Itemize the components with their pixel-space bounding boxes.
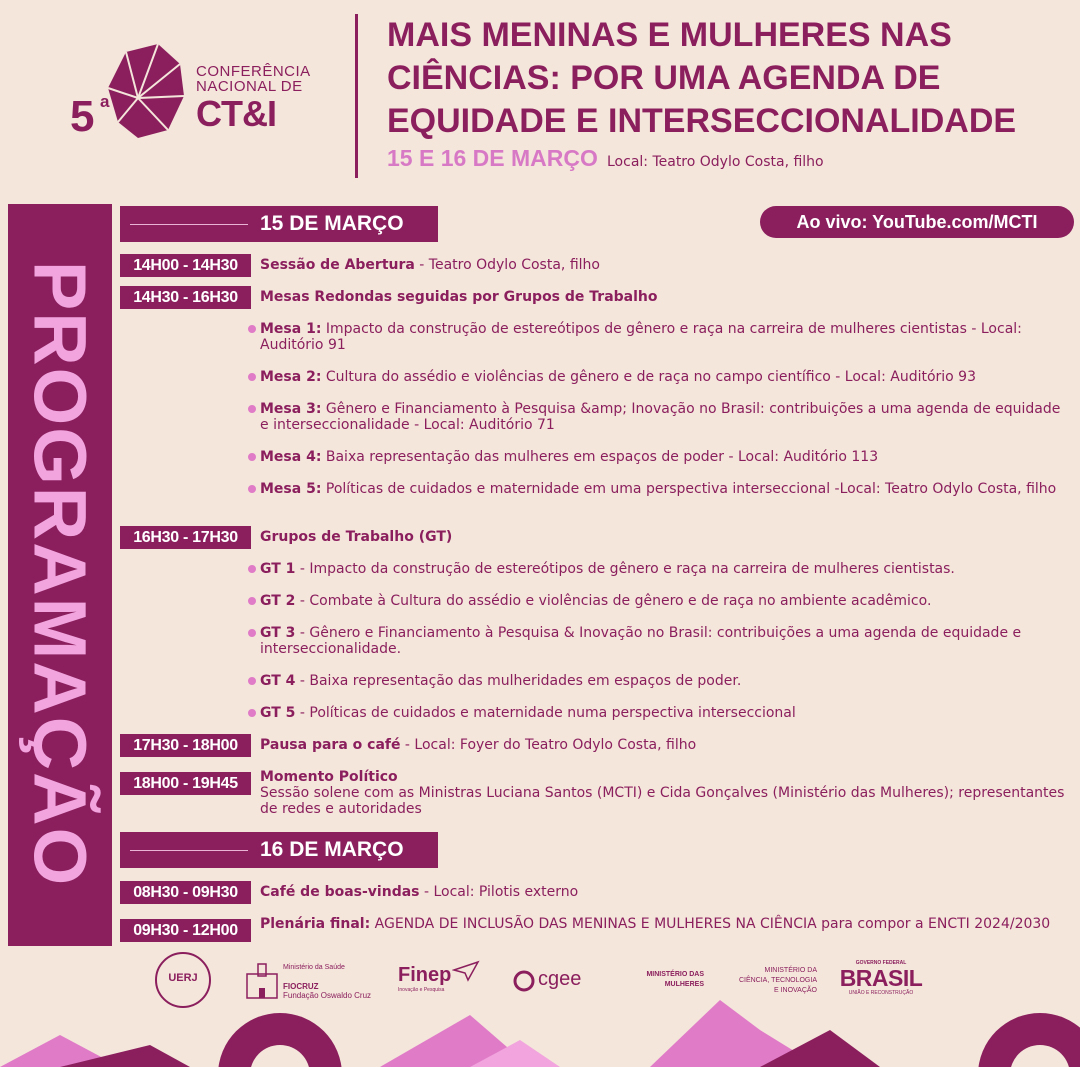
- title-line3: EQUIDADE E INTERSECCIONALIDADE: [387, 102, 1017, 140]
- decorative-shapes: [0, 1000, 1080, 1067]
- page-title: [387, 14, 1067, 143]
- fiocruz-logo: Ministério da Saúde FIOCRUZ Fundação Oswaldo Cruz: [245, 962, 279, 1005]
- list-item: Mesa 5: Políticas de cuidados e maternidade em uma perspectiva interseccional -Local: Teatro Odylo Costa, filho: [246, 481, 1062, 497]
- ministerio-ciencia-logo: MINISTÉRIO DA CIÊNCIA, TECNOLOGIA E INOVAÇÃO: [738, 967, 817, 994]
- session-workgroups: Grupos de Trabalho (GT): [260, 529, 453, 545]
- time-chip: 16H30 - 17H30: [120, 526, 251, 549]
- logo-line1: CONFERÊNCIA: [196, 63, 311, 80]
- session-plenary: Plenária final: AGENDA DE INCLUSÃO DAS MENINAS E MULHERES NA CIÊNCIA para compor a ENCTI 2024/2030: [260, 916, 1051, 932]
- time-chip: 14H00 - 14H30: [120, 254, 251, 277]
- cgee-swirl-icon: [513, 970, 535, 992]
- paper-plane-icon: [452, 960, 480, 982]
- logo-superscript: a: [100, 92, 110, 111]
- ministerio-mulheres-logo: MINISTÉRIO DAS MULHERES: [646, 971, 704, 988]
- time-chip: 08H30 - 09H30: [120, 881, 251, 904]
- logo-line3: CT&I: [196, 93, 276, 134]
- list-item: Mesa 1: Impacto da construção de estereótipos de gênero e raça na carreira de mulheres cientistas - Local: Auditório 91: [246, 321, 1062, 353]
- session-roundtables: Mesas Redondas seguidas por Grupos de Trabalho: [260, 289, 658, 305]
- logo-wordmark: [196, 64, 311, 132]
- live-stream-link[interactable]: Ao vivo: YouTube.com/MCTI: [760, 206, 1074, 238]
- finep-logo: Finep Inovação e Pesquisa: [398, 964, 451, 993]
- day1-header: [120, 206, 438, 242]
- time-chip: 09H30 - 12H00: [120, 919, 251, 942]
- header-divider: [355, 14, 358, 178]
- time-chip: 14H30 - 16H30: [120, 286, 251, 309]
- list-item: GT 1 - Impacto da construção de estereótipos de gênero e raça na carreira de mulheres cientistas.: [246, 561, 1062, 577]
- title-line2: CIÊNCIAS: POR UMA AGENDA DE: [387, 59, 941, 97]
- list-item: GT 3 - Gênero e Financiamento à Pesquisa & Inovação no Brasil: contribuições a uma agenda de equidade e interseccionalidade.: [246, 625, 1062, 657]
- time-chip: 18H00 - 19H45: [120, 772, 251, 795]
- location-text: Local: Teatro Odylo Costa, filho: [607, 154, 824, 170]
- list-item: Mesa 4: Baixa representação das mulheres em espaços de poder - Local: Auditório 113: [246, 449, 1062, 465]
- list-item: Mesa 2: Cultura do assédio e violências de gênero e de raça no campo científico - Local: Auditório 93: [246, 369, 1062, 385]
- program-label: PROGRAMAÇÃO: [18, 260, 102, 888]
- governo-federal-logo: GOVERNO FEDERAL BRASIL UNIÃO E RECONSTRUÇÃO: [839, 960, 923, 996]
- session-political: Momento Político Sessão solene com as Ministras Luciana Santos (MCTI) e Cida Gonçalves (Ministério das Mulheres); representantes de redes e autoridades: [260, 769, 1065, 817]
- session-coffee-break: Pausa para o café - Local: Foyer do Teatro Odylo Costa, filho: [260, 737, 697, 753]
- list-item: GT 4 - Baixa representação das mulheridades em espaços de poder.: [246, 673, 1062, 689]
- castle-icon: [245, 962, 279, 1000]
- day1-label: 15 DE MARÇO: [260, 212, 404, 235]
- list-item: GT 5 - Políticas de cuidados e maternidade numa perspectiva interseccional: [246, 705, 1062, 721]
- day2-header: [120, 832, 438, 868]
- day2-label: 16 DE MARÇO: [260, 838, 404, 861]
- session-welcome-coffee: Café de boas-vindas - Local: Pilotis externo: [260, 884, 579, 900]
- time-chip: 17H30 - 18H00: [120, 734, 251, 757]
- event-dates: [387, 145, 824, 172]
- uerj-logo-icon: UERJ: [155, 952, 211, 1008]
- logo-number: 5: [70, 92, 95, 141]
- list-item: Mesa 3: Gênero e Financiamento à Pesquisa &amp; Inovação no Brasil: contribuições a uma agenda de equidade e interseccionalidade - Local: Auditório 71: [246, 401, 1062, 433]
- dates-text: 15 E 16 DE MARÇO: [387, 145, 598, 171]
- list-item: GT 2 - Combate à Cultura do assédio e violências de gênero e de raça no ambiente acadêmico.: [246, 593, 1062, 609]
- title-line1: MAIS MENINAS E MULHERES NAS: [387, 16, 952, 54]
- logo-line2: NACIONAL DE: [196, 78, 303, 95]
- session-opening: Sessão de Abertura - Teatro Odylo Costa, filho: [260, 257, 600, 273]
